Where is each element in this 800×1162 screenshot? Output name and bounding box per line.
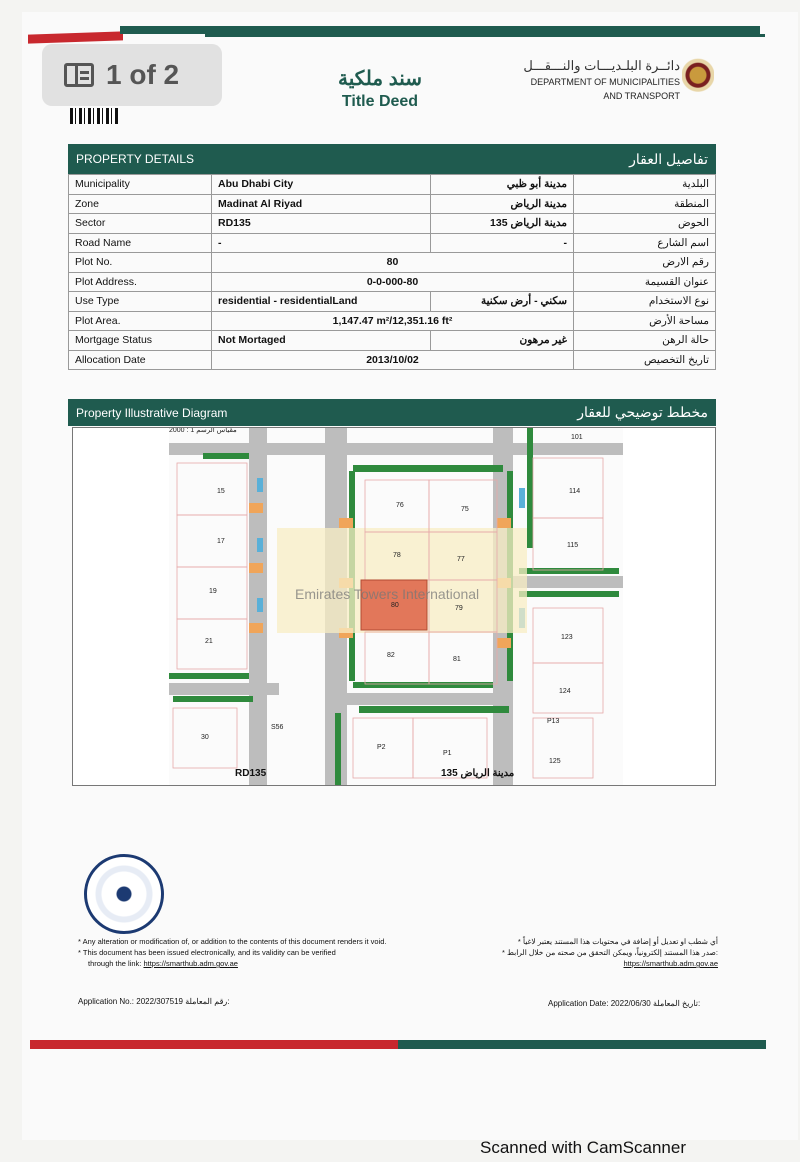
application-date-value: 2022/06/30 xyxy=(610,999,651,1008)
application-number xyxy=(78,997,230,1006)
row-value: - xyxy=(212,233,431,253)
property-details-table xyxy=(68,174,716,370)
row-label-ar: تاريخ التخصيص xyxy=(574,350,716,370)
table-row xyxy=(69,272,716,292)
plot-label: 78 xyxy=(393,552,401,559)
row-label: Road Name xyxy=(69,233,212,253)
plot-label: P13 xyxy=(547,718,560,725)
note-line xyxy=(78,958,458,969)
row-value: RD135 xyxy=(212,214,431,234)
table-row xyxy=(69,194,716,214)
table-row xyxy=(69,292,716,312)
note-link-prefix: through the link: xyxy=(88,959,142,968)
plot-label: 80 xyxy=(391,602,399,609)
title-english: Title Deed xyxy=(341,93,419,110)
row-label: Plot Address. xyxy=(69,272,212,292)
row-value: Madinat Al Riyad xyxy=(212,194,431,214)
application-date-label-ar: تاريخ المعاملة: xyxy=(653,999,701,1008)
title-arabic: سند ملكية xyxy=(338,68,422,90)
plot-label: 21 xyxy=(205,638,213,645)
notes-arabic xyxy=(470,936,718,969)
plot-label: P2 xyxy=(377,744,386,751)
row-value-ar: سكني - أرض سكنية xyxy=(431,292,574,312)
plot-label: 19 xyxy=(209,588,217,595)
application-number-label: Application No.: xyxy=(78,997,135,1006)
map-scale: مقياس الرسم 1 : 2000 xyxy=(169,427,237,434)
book-icon xyxy=(64,63,94,87)
sector-label: RD135 xyxy=(235,768,267,779)
plot-label: 30 xyxy=(201,734,209,741)
diagram-heading-ar: مخطط توضيحي للعقار xyxy=(577,404,708,420)
property-details-heading-en: PROPERTY DETAILS xyxy=(76,152,195,166)
plot-label: 17 xyxy=(217,538,225,545)
application-number-value: 2022/307519 xyxy=(136,997,183,1006)
property-details-heading-ar: تفاصيل العقار xyxy=(629,150,708,167)
header-accent-green-thin xyxy=(205,34,765,37)
row-label-ar: الحوض xyxy=(574,214,716,234)
row-value: 0-0-000-80 xyxy=(212,272,574,292)
row-value: 80 xyxy=(212,253,574,273)
row-label-ar: حالة الرهن xyxy=(574,331,716,351)
row-value: Not Mortaged xyxy=(212,331,431,351)
row-label: Sector xyxy=(69,214,212,234)
table-row xyxy=(69,311,716,331)
note-line: * This document has been issued electronically, and its validity can be verified xyxy=(78,948,336,957)
row-value: 1,147.47 m²/12,351.16 ft² xyxy=(212,311,574,331)
diagram-heading-en: Property Illustrative Diagram xyxy=(76,405,228,420)
table-row xyxy=(69,253,716,273)
note-line: * Any alteration or modification of, or addition to the contents of this document renders it void. xyxy=(78,937,387,946)
row-label-ar: اسم الشارع xyxy=(574,233,716,253)
plot-label: 81 xyxy=(453,656,461,663)
watermark-text: Emirates Towers International xyxy=(295,586,480,602)
plot-label: 82 xyxy=(387,652,395,659)
department-name-en-1: DEPARTMENT OF MUNICIPALITIES xyxy=(530,77,680,87)
row-label-ar: مساحة الأرض xyxy=(574,311,716,331)
note-line-ar: * أي شطب او تعديل أو إضافة في محتويات هذا المستند يعتبر لاغياً xyxy=(517,937,718,946)
sector-label-ar: مدينة الرياض 135 xyxy=(441,768,515,779)
row-label-ar: نوع الاستخدام xyxy=(574,292,716,312)
department-name xyxy=(520,58,680,102)
plot-label: 125 xyxy=(549,758,561,765)
note-line-ar: * صدر هذا المستند إلكترونياً، ويمكن التحقق من صحته من خلال الرابط: xyxy=(501,948,718,957)
row-label-ar: البلدية xyxy=(574,175,716,195)
row-label: Plot Area. xyxy=(69,311,212,331)
row-value: Abu Dhabi City xyxy=(212,175,431,195)
page-indicator[interactable] xyxy=(42,44,222,106)
verify-link[interactable]: https://smarthub.adm.gov.ae xyxy=(143,959,238,968)
row-value: residential - residentialLand xyxy=(212,292,431,312)
table-row xyxy=(69,331,716,351)
row-label: Municipality xyxy=(69,175,212,195)
plot-label: 79 xyxy=(455,605,463,612)
row-value-ar: مدينة الرياض xyxy=(431,194,574,214)
property-diagram-map[interactable] xyxy=(72,427,716,786)
table-row xyxy=(69,233,716,253)
plot-label: 115 xyxy=(567,542,579,549)
row-label-ar: عنوان القسيمة xyxy=(574,272,716,292)
plot-label: 77 xyxy=(457,556,465,563)
plot-label: 114 xyxy=(569,488,581,495)
row-label-ar: المنطقة xyxy=(574,194,716,214)
page-indicator-label: 1 of 2 xyxy=(106,59,180,90)
row-value-ar: غير مرهون xyxy=(431,331,574,351)
application-date-label: Application Date: xyxy=(548,999,609,1008)
application-number-label-ar: رقم المعاملة: xyxy=(185,997,230,1006)
table-row xyxy=(69,350,716,370)
scanner-watermark: Scanned with CamScanner xyxy=(480,1138,687,1157)
header-accent-green xyxy=(120,26,760,34)
row-label: Use Type xyxy=(69,292,212,312)
property-details-heading xyxy=(68,144,716,174)
verify-link-ar[interactable]: https://smarthub.adm.gov.ae xyxy=(623,959,718,968)
row-label: Zone xyxy=(69,194,212,214)
table-row xyxy=(69,214,716,234)
row-label-ar: رقم الارض xyxy=(574,253,716,273)
application-date xyxy=(548,999,700,1008)
row-value-ar: مدينة أبو ظبي xyxy=(431,175,574,195)
table-row xyxy=(69,175,716,195)
notes-english xyxy=(78,936,458,969)
department-name-arabic: دائــرة البلـديـــات والنـــقـــل xyxy=(523,58,680,73)
row-label: Mortgage Status xyxy=(69,331,212,351)
plot-label: 124 xyxy=(559,688,571,695)
plot-label: 15 xyxy=(217,488,225,495)
municipality-seal xyxy=(84,854,164,934)
qr-code xyxy=(70,108,118,124)
plot-label: 76 xyxy=(396,502,404,509)
row-label: Plot No. xyxy=(69,253,212,273)
row-label: Allocation Date xyxy=(69,350,212,370)
diagram-heading xyxy=(68,399,716,426)
plot-label: P1 xyxy=(443,750,452,757)
row-value-ar: مدينة الرياض 135 xyxy=(431,214,574,234)
department-name-en-2: AND TRANSPORT xyxy=(603,91,680,101)
plot-label: S56 xyxy=(271,724,284,731)
row-value-ar: - xyxy=(431,233,574,253)
falcon-emblem-icon xyxy=(682,56,714,104)
row-value: 2013/10/02 xyxy=(212,350,574,370)
plot-label: 123 xyxy=(561,634,573,641)
plot-label: 101 xyxy=(571,434,583,441)
plot-label: 75 xyxy=(461,506,469,513)
footer-accent-bar xyxy=(30,1040,766,1049)
